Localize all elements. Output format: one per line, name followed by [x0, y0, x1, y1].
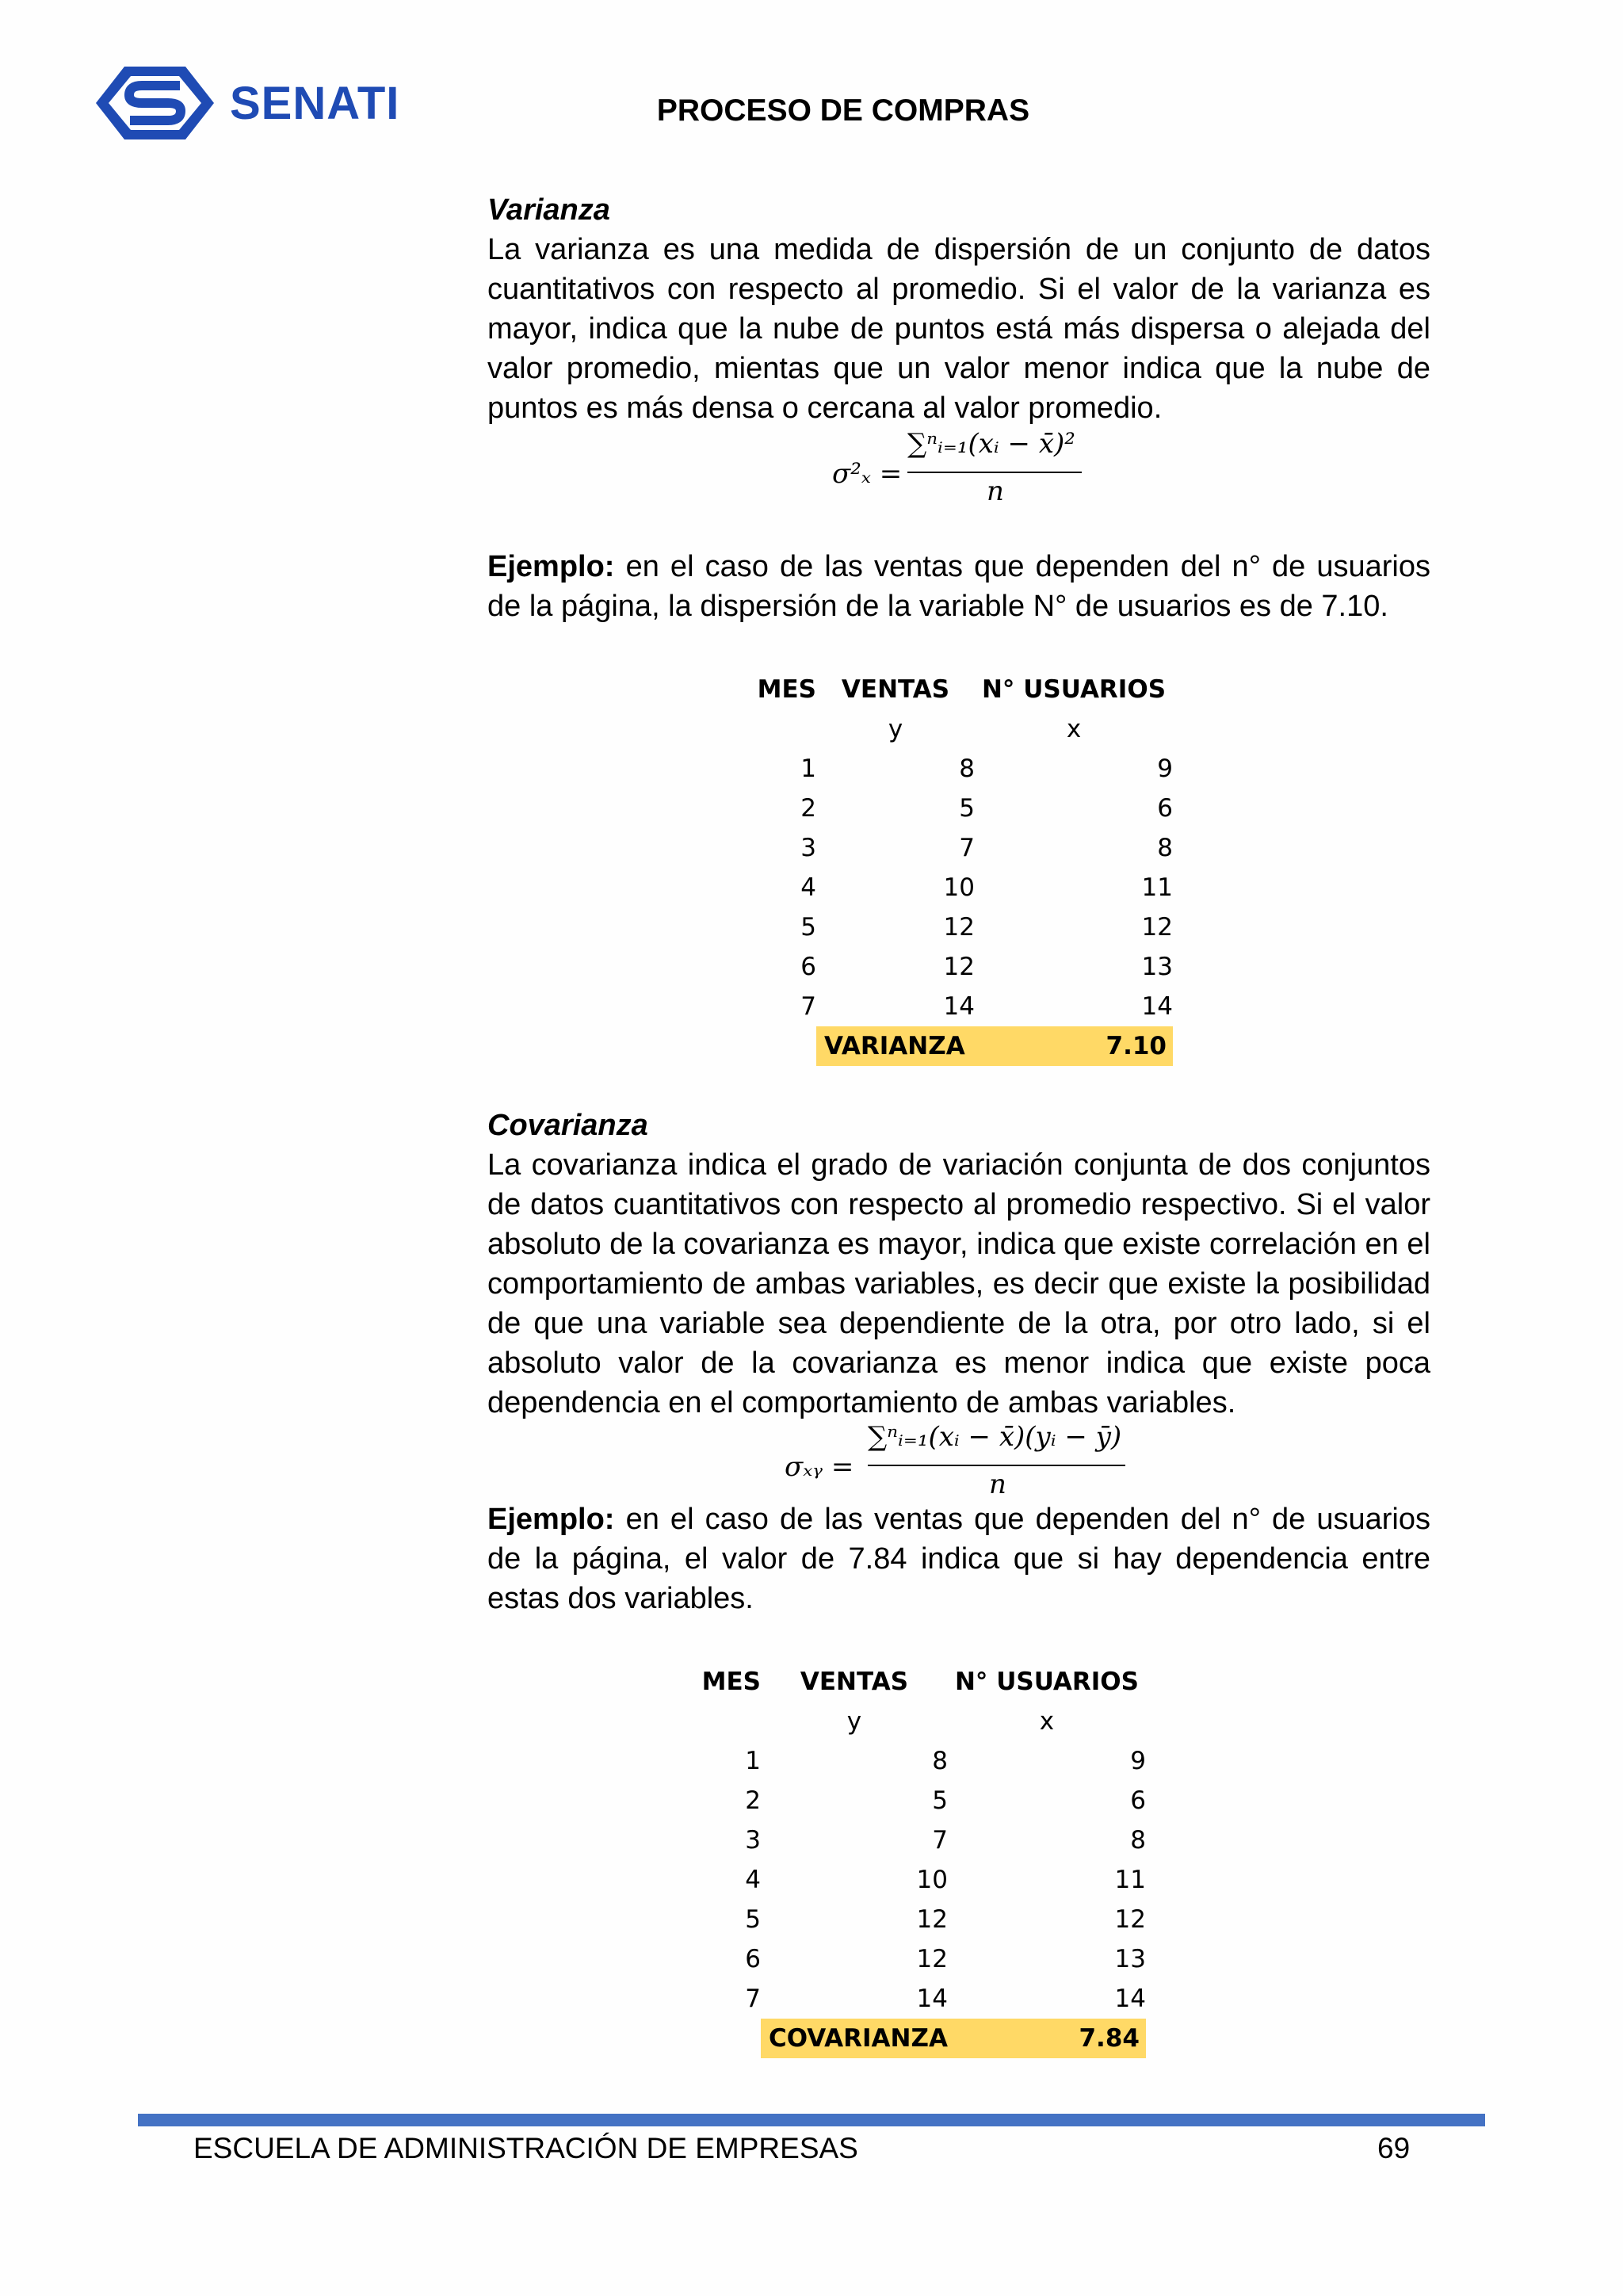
table-cell: 6 — [1130, 1786, 1146, 1815]
example-text: en el caso de las ventas que dependen del n° de usuarios de la página, la dispersión de la variable N° de usuarios es de 7.10. — [487, 550, 1430, 623]
table-row — [689, 1939, 1146, 1979]
table-cell: 9 — [1157, 755, 1173, 783]
table-cell: 14 — [1114, 1985, 1146, 2013]
col-header-usuarios: N° USUARIOS — [981, 675, 1167, 704]
table-row — [689, 1900, 1146, 1939]
table-cell: 10 — [916, 1866, 948, 1894]
covarianza-title: Covarianza — [487, 1109, 648, 1142]
table-cell: 12 — [1114, 1905, 1146, 1934]
table-cell: 2 — [745, 1786, 761, 1815]
table-cell: 5 — [745, 1905, 761, 1934]
example-label: Ejemplo: — [487, 550, 615, 583]
subheader-cell — [745, 709, 816, 749]
table-row — [689, 1741, 1146, 1781]
table-cell: 12 — [943, 913, 975, 942]
table-cell: 4 — [745, 1866, 761, 1894]
subheader-cell: y — [888, 715, 903, 743]
table-row — [745, 868, 1173, 907]
total-label: VARIANZA — [816, 1026, 975, 1066]
table-cell: 12 — [916, 1945, 948, 1973]
table-cell: 3 — [800, 834, 816, 862]
table-row — [689, 1820, 1146, 1860]
table-cell: 12 — [943, 953, 975, 981]
table-subheader-row — [745, 709, 1173, 749]
table-cell: 1 — [800, 755, 816, 783]
formula-lhs: σ²ₓ = — [832, 458, 903, 490]
table-cell: 13 — [1141, 953, 1173, 981]
table-cell: 8 — [1157, 834, 1173, 862]
table-cell: 5 — [800, 913, 816, 942]
subheader-cell: x — [1066, 715, 1082, 743]
formula-denominator: n — [987, 476, 1004, 507]
total-value: 7.10 — [975, 1026, 1173, 1066]
varianza-table — [745, 670, 1173, 1066]
table-row — [689, 1860, 1146, 1900]
formula-numerator: ∑ⁿᵢ₌₁(xᵢ − x̄)(yᵢ − ȳ) — [868, 1421, 1122, 1453]
varianza-paragraph: La varianza es una medida de dispersión de un conjunto de datos cuantitativos con respecto al promedio. Si el valor de la varianza es mayor, indica que la nube de puntos está más dispersa o alejada del valor promedio, mientas que un valor menor indica que la nube de puntos es más densa o cercana al valor promedio. — [487, 233, 1430, 425]
table-cell — [689, 2019, 761, 2058]
formula-lhs: σₓᵧ = — [785, 1451, 854, 1483]
varianza-section — [487, 190, 1430, 428]
covarianza-total-row — [689, 2019, 1146, 2058]
example-text: en el caso de las ventas que dependen del n° de usuarios de la página, el valor de 7.84 indica que si hay dependencia entre estas dos variables. — [487, 1503, 1430, 1615]
table-row — [745, 907, 1173, 947]
table-row — [745, 749, 1173, 789]
table-cell: 11 — [1114, 1866, 1146, 1894]
table-cell: 4 — [800, 873, 816, 902]
covarianza-paragraph: La covarianza indica el grado de variación conjunta de dos conjuntos de datos cuantitativos con respecto al promedio respectivo. Si el valor absoluto de la covarianza es mayor, indica que existe correlación en el comportamiento de ambas variables, es decir que existe la posibilidad de que una variable sea dependiente de la otra, por otro lado, si el absoluto valor de la covarianza es menor indica que existe poca dependencia en el comportamiento de ambas variables. — [487, 1148, 1430, 1419]
table-row — [745, 789, 1173, 828]
table-cell: 3 — [745, 1826, 761, 1855]
varianza-total-row — [745, 1026, 1173, 1066]
example-label: Ejemplo: — [487, 1503, 615, 1536]
table-cell: 7 — [932, 1826, 948, 1855]
col-header-usuarios: N° USUARIOS — [954, 1668, 1139, 1696]
table-cell: 13 — [1114, 1945, 1146, 1973]
fraction-bar — [907, 472, 1082, 473]
footer-divider — [138, 2114, 1485, 2126]
covarianza-section — [487, 1106, 1430, 1423]
varianza-formula — [832, 428, 1086, 515]
table-cell: 2 — [800, 794, 816, 823]
table-cell: 9 — [1130, 1747, 1146, 1775]
table-cell: 12 — [1141, 913, 1173, 942]
table-cell — [745, 1026, 816, 1066]
table-cell: 14 — [916, 1985, 948, 2013]
total-label: COVARIANZA — [761, 2019, 948, 2058]
table-header-row — [745, 670, 1173, 709]
table-row — [745, 987, 1173, 1026]
col-header-ventas: VENTAS — [841, 675, 950, 704]
table-cell: 7 — [745, 1985, 761, 2013]
table-cell: 10 — [943, 873, 975, 902]
table-cell: 7 — [800, 992, 816, 1021]
page-number: 69 — [1377, 2132, 1411, 2164]
fraction-bar — [868, 1465, 1125, 1466]
table-cell: 1 — [745, 1747, 761, 1775]
table-cell: 7 — [959, 834, 975, 862]
brand-name: SENATI — [230, 77, 400, 129]
covarianza-formula — [785, 1421, 1141, 1508]
table-row — [689, 1979, 1146, 2019]
covarianza-table — [689, 1662, 1146, 2058]
table-cell: 14 — [943, 992, 975, 1021]
footer-school: ESCUELA DE ADMINISTRACIÓN DE EMPRESAS — [193, 2132, 858, 2164]
page-header-title: PROCESO DE COMPRAS — [656, 94, 1030, 128]
table-cell: 8 — [959, 755, 975, 783]
table-row — [745, 828, 1173, 868]
total-value: 7.84 — [948, 2019, 1146, 2058]
table-cell: 5 — [932, 1786, 948, 1815]
subheader-cell — [689, 1702, 761, 1741]
table-cell: 5 — [959, 794, 975, 823]
table-cell: 8 — [1130, 1826, 1146, 1855]
table-cell: 6 — [800, 953, 816, 981]
table-cell: 12 — [916, 1905, 948, 1934]
covarianza-example — [487, 1499, 1430, 1618]
table-cell: 8 — [932, 1747, 948, 1775]
formula-denominator: n — [989, 1469, 1006, 1500]
table-cell: 14 — [1141, 992, 1173, 1021]
table-cell: 11 — [1141, 873, 1173, 902]
subheader-cell: x — [1039, 1707, 1055, 1736]
subheader-cell: y — [846, 1707, 862, 1736]
table-cell: 6 — [745, 1945, 761, 1973]
table-cell: 6 — [1157, 794, 1173, 823]
table-header-row — [689, 1662, 1146, 1702]
col-header-mes: MES — [701, 1668, 761, 1696]
table-row — [689, 1781, 1146, 1820]
varianza-example — [487, 547, 1430, 626]
varianza-title: Varianza — [487, 193, 610, 227]
formula-numerator: ∑ⁿᵢ₌₁(xᵢ − x̄)² — [907, 428, 1075, 460]
col-header-mes: MES — [757, 675, 816, 704]
table-row — [745, 947, 1173, 987]
col-header-ventas: VENTAS — [800, 1668, 909, 1696]
table-subheader-row — [689, 1702, 1146, 1741]
